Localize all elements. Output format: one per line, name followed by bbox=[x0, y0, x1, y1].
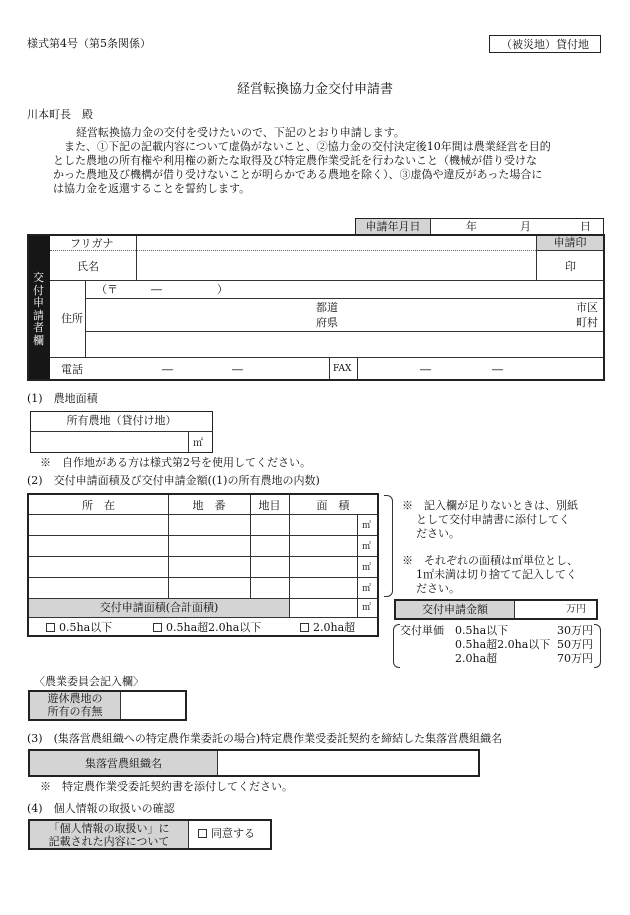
fax-dash-2: ― bbox=[492, 363, 503, 376]
checkbox-icon[interactable] bbox=[198, 829, 207, 838]
notes-bracket bbox=[384, 495, 393, 597]
privacy-agree-option[interactable]: 同意する bbox=[198, 828, 255, 839]
rate-value-3: 70万円 bbox=[557, 652, 593, 665]
furigana-field[interactable] bbox=[137, 236, 535, 250]
row-unit: ㎡ bbox=[362, 563, 372, 573]
col-category: 地目 bbox=[258, 499, 281, 512]
addressee: 川本町長 殿 bbox=[27, 108, 93, 121]
total-area-label-cell bbox=[29, 599, 289, 617]
note-1-line-1: ※ 記入欄が足りないときは、別紙 bbox=[402, 499, 578, 512]
row-unit: ㎡ bbox=[362, 542, 372, 552]
phone-label: 電話 bbox=[61, 363, 83, 376]
prefecture-label-2: 府県 bbox=[316, 316, 338, 329]
city-label-2: 町村 bbox=[576, 316, 598, 329]
rate-value-2: 50万円 bbox=[557, 638, 593, 651]
seal-mark: 印 bbox=[565, 260, 576, 273]
seal-label-cell bbox=[537, 236, 603, 250]
group-name-field[interactable] bbox=[218, 751, 478, 775]
rate-bracket-left bbox=[393, 624, 400, 668]
total-area-label: 交付申請面積(合計面積) bbox=[99, 601, 219, 614]
name-label: 氏名 bbox=[77, 260, 99, 273]
total-area-field[interactable] bbox=[290, 599, 357, 617]
region-tag bbox=[489, 35, 601, 53]
group-name-label: 集落営農組織名 bbox=[85, 757, 162, 770]
section3-note: ※ 特定農作業受委託契約書を添付してください。 bbox=[40, 780, 293, 793]
table-row[interactable] bbox=[29, 578, 377, 598]
name-field[interactable] bbox=[137, 251, 535, 280]
group-name-label-cell bbox=[30, 751, 217, 775]
grant-amount-label: 交付申請金額 bbox=[422, 603, 488, 616]
note-1-line-2: として交付申請書に添付してく bbox=[416, 513, 570, 526]
total-unit: ㎡ bbox=[362, 603, 372, 613]
rate-bracket-right bbox=[594, 624, 601, 668]
intro-line-4: かった農地及び機構が借り受けないことが明らかである農地を除く）、③虚偽や違反があった場合に bbox=[53, 168, 543, 181]
col-location: 所 在 bbox=[82, 499, 115, 512]
address-field[interactable] bbox=[86, 299, 603, 331]
checkbox-icon[interactable] bbox=[300, 623, 309, 632]
owned-land-unit: ㎡ bbox=[193, 438, 203, 449]
option-under-0.5ha[interactable]: 0.5ha以下 bbox=[46, 622, 112, 633]
side-label-text: 交付申請者欄 bbox=[33, 271, 44, 347]
col-lot-number: 地 番 bbox=[192, 499, 226, 512]
month-label: 月 bbox=[520, 220, 531, 233]
table-row[interactable] bbox=[29, 515, 377, 535]
intro-line-5: は協力金を返還することを誓約します。 bbox=[53, 182, 251, 195]
rate-range-1: 0.5ha以下 bbox=[455, 624, 509, 637]
date-label-cell bbox=[356, 219, 430, 234]
year-label: 年 bbox=[466, 220, 477, 233]
rate-range-2: 0.5ha超2.0ha以下 bbox=[455, 638, 551, 651]
idle-land-label-2: 所有の有無 bbox=[47, 705, 103, 718]
option-over-2.0ha[interactable]: 2.0ha超 bbox=[300, 622, 355, 633]
phone-field[interactable] bbox=[86, 358, 328, 379]
checkbox-icon[interactable] bbox=[153, 623, 162, 632]
section2-heading: (2) 交付申請面積及び交付申請金額((1)の所有農地の内数) bbox=[27, 474, 320, 487]
furigana-label: フリガナ bbox=[70, 237, 114, 250]
intro-line-2: また、①下記の記載内容について虚偽がないこと、②協力金の交付決定後10年間は農業経営を目的 bbox=[64, 140, 551, 153]
grant-amount-label-cell bbox=[396, 601, 514, 618]
address-field-2[interactable] bbox=[86, 332, 603, 357]
applicant-side-label bbox=[29, 236, 50, 379]
prefecture-label-1: 都道 bbox=[316, 301, 338, 314]
intro-line-1: 経営転換協力金の交付を受けたいので、下記のとおり申請します。 bbox=[76, 126, 405, 139]
page-title: 経営転換協力金交付申請書 bbox=[236, 82, 393, 97]
grant-amount-unit: 万円 bbox=[566, 604, 586, 615]
intro-line-3: とした農地の所有権や利用権の新たな取得及び特定農作業受託を行わないこと（機械が借り受けな bbox=[53, 154, 537, 167]
col-area: 面 積 bbox=[316, 499, 350, 512]
fax-field[interactable] bbox=[358, 358, 603, 379]
note-2-line-3: ださい。 bbox=[416, 582, 460, 595]
postal-code: （〒 ― ） bbox=[96, 283, 228, 296]
rate-range-3: 2.0ha超 bbox=[455, 652, 498, 665]
date-label: 申請年月日 bbox=[365, 220, 421, 233]
table-row[interactable] bbox=[29, 557, 377, 577]
seal-label: 申請印 bbox=[553, 236, 587, 249]
section1-note: ※ 自作地がある方は様式第2号を使用してください。 bbox=[40, 456, 311, 469]
section3-heading: (3) (集落営農組織への特定農作業委託の場合)特定農作業受委託契約を締結した集落営農組織名 bbox=[27, 732, 503, 745]
privacy-label-2: 記載された内容について bbox=[48, 835, 170, 848]
day-label: 日 bbox=[580, 220, 591, 233]
idle-land-label-1: 遊休農地の bbox=[47, 692, 103, 705]
idle-land-label-cell bbox=[30, 692, 120, 719]
checkbox-icon[interactable] bbox=[46, 623, 55, 632]
committee-heading: 〈農業委員会記入欄〉 bbox=[34, 675, 144, 688]
grant-amount-field[interactable] bbox=[515, 601, 555, 618]
section1-heading: (1) 農地面積 bbox=[27, 392, 98, 405]
row-unit: ㎡ bbox=[362, 584, 372, 594]
privacy-label-1: 「個人情報の取扱い」に bbox=[48, 822, 170, 835]
region-tag-text: （被災地）貸付地 bbox=[501, 38, 589, 51]
rate-label: 交付単価 bbox=[400, 624, 444, 637]
table-row[interactable] bbox=[29, 536, 377, 556]
city-label-1: 市区 bbox=[576, 301, 598, 314]
form-number: 様式第4号（第5条関係） bbox=[27, 37, 151, 50]
fax-dash-1: ― bbox=[420, 363, 431, 376]
section4-heading: (4) 個人情報の取扱いの確認 bbox=[27, 802, 175, 815]
phone-dash-2: ― bbox=[232, 363, 243, 376]
rate-value-1: 30万円 bbox=[557, 624, 593, 637]
option-0.5-to-2.0ha[interactable]: 0.5ha超2.0ha以下 bbox=[153, 622, 261, 633]
note-2-line-1: ※ それぞれの面積は㎡単位とし、 bbox=[402, 554, 578, 567]
privacy-label-cell bbox=[30, 821, 188, 848]
owned-land-label: 所有農地（貸付け地） bbox=[66, 414, 177, 427]
note-2-line-2: 1㎡未満は切り捨てて記入してく bbox=[416, 568, 577, 581]
idle-land-field[interactable] bbox=[121, 692, 185, 719]
address-label: 住所 bbox=[61, 312, 83, 325]
owned-land-area-field[interactable] bbox=[31, 432, 187, 452]
note-1-line-3: ださい。 bbox=[416, 527, 460, 540]
phone-dash-1: ― bbox=[162, 363, 173, 376]
row-unit: ㎡ bbox=[362, 521, 372, 531]
fax-label: FAX bbox=[333, 364, 352, 374]
